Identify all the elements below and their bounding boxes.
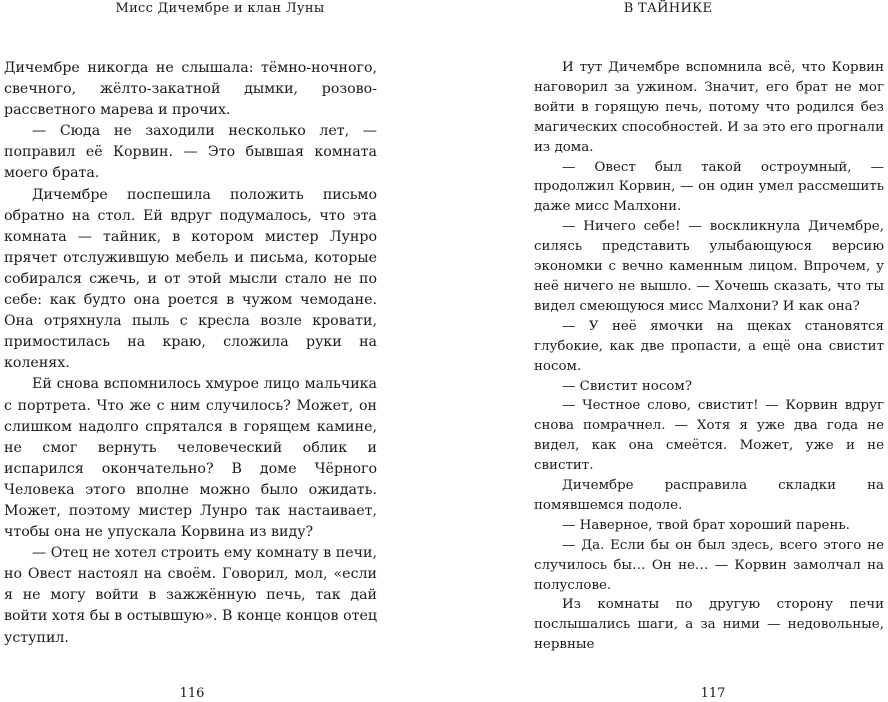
paragraph: — Наверное, твой брат хороший парень. <box>562 517 850 533</box>
paragraph: Дичембре никогда не слышала: тёмно-ночного, свечного, жёлто-закатной дымки, розово-рассветного марева и прочих. <box>4 60 377 119</box>
paragraph: — Сюда не заходили несколько лет, — поправил её Корвин. — Это бывшая комната моего брата. <box>4 123 377 182</box>
paragraph: — Ничего себе! — воскликнула Дичембре, силясь представить улыбающуюся версию экономки с вечно каменным лицом. Впрочем, у неё ничего не вышло. — Хочешь сказать, что ты видел смеющуюся мисс Малхони? И как она? <box>534 219 884 314</box>
right-page-text <box>534 58 884 655</box>
left-page <box>0 0 440 702</box>
left-page-text <box>4 58 377 649</box>
paragraph: — Свистит носом? <box>562 378 692 394</box>
paragraph: — У неё ямочки на щеках становятся глубокие, как две пропасти, а ещё она свистит носом. <box>534 318 884 374</box>
paragraph: — Овест был такой остроумный, — продолжил Корвин, — он один умел рассмешить даже мисс Малхони. <box>534 159 884 215</box>
paragraph: Дичембре поспешила положить письмо обратно на стол. Ей вдруг подумалось, что эта комната — тайник, в котором мистер Лунро прячет отслужившую мебель и письма, которые собирался сжечь, и от этой мысли стало не по себе: как будто она роется в чужом чемодане. Она отряхнула пыль с кресла возле кровати, примостилась на краю, сложила руки на коленях. <box>4 186 377 372</box>
paragraph: Ей снова вспомнилось хмурое лицо мальчика с портрета. Что же с ним случилось? Может, он слишком надолго спрятался в горящем камине, не смог вернуть человеческий облик и испарился окончательно? В доме Чёрного Человека этого вполне можно было ожидать. Может, поэтому мистер Лунро так настаивает, чтобы она не упускала Корвина из виду? <box>4 376 377 541</box>
page-number-right: 117 <box>700 686 726 701</box>
right-page <box>448 0 888 702</box>
paragraph: — Да. Если бы он был здесь, всего этого не случилось бы… Он не… — Корвин замолчал на полуслове. <box>534 537 884 593</box>
page-number-left: 116 <box>179 686 205 701</box>
running-head-right: В ТАЙНИКЕ <box>623 1 713 16</box>
paragraph: И тут Дичембре вспомнила всё, что Корвин наговорил за ужином. Значит, его брат не мог войти в горящую печь, потому что родился без магических способностей. И за это его прогнали из дома. <box>534 60 884 155</box>
paragraph: — Честное слово, свистит! — Корвин вдруг снова помрачнел. — Хотя я уже два года не видел, как она смеётся. Может, уже и не свистит. <box>534 398 884 474</box>
paragraph: Дичембре расправила складки на помявшемся подоле. <box>534 478 884 513</box>
paragraph: Из комнаты по другую сторону печи послышались шаги, а за ними — недовольные, нервные <box>534 597 884 653</box>
paragraph: — Отец не хотел строить ему комнату в печи, но Овест настоял на своём. Говорил, мол, «если я не могу войти в зажжённую печь, так дай войти хотя бы в остывшую». В конце концов отец уступил. <box>4 545 377 646</box>
running-head-left: Мисс Дичембре и клан Луны <box>115 1 325 16</box>
